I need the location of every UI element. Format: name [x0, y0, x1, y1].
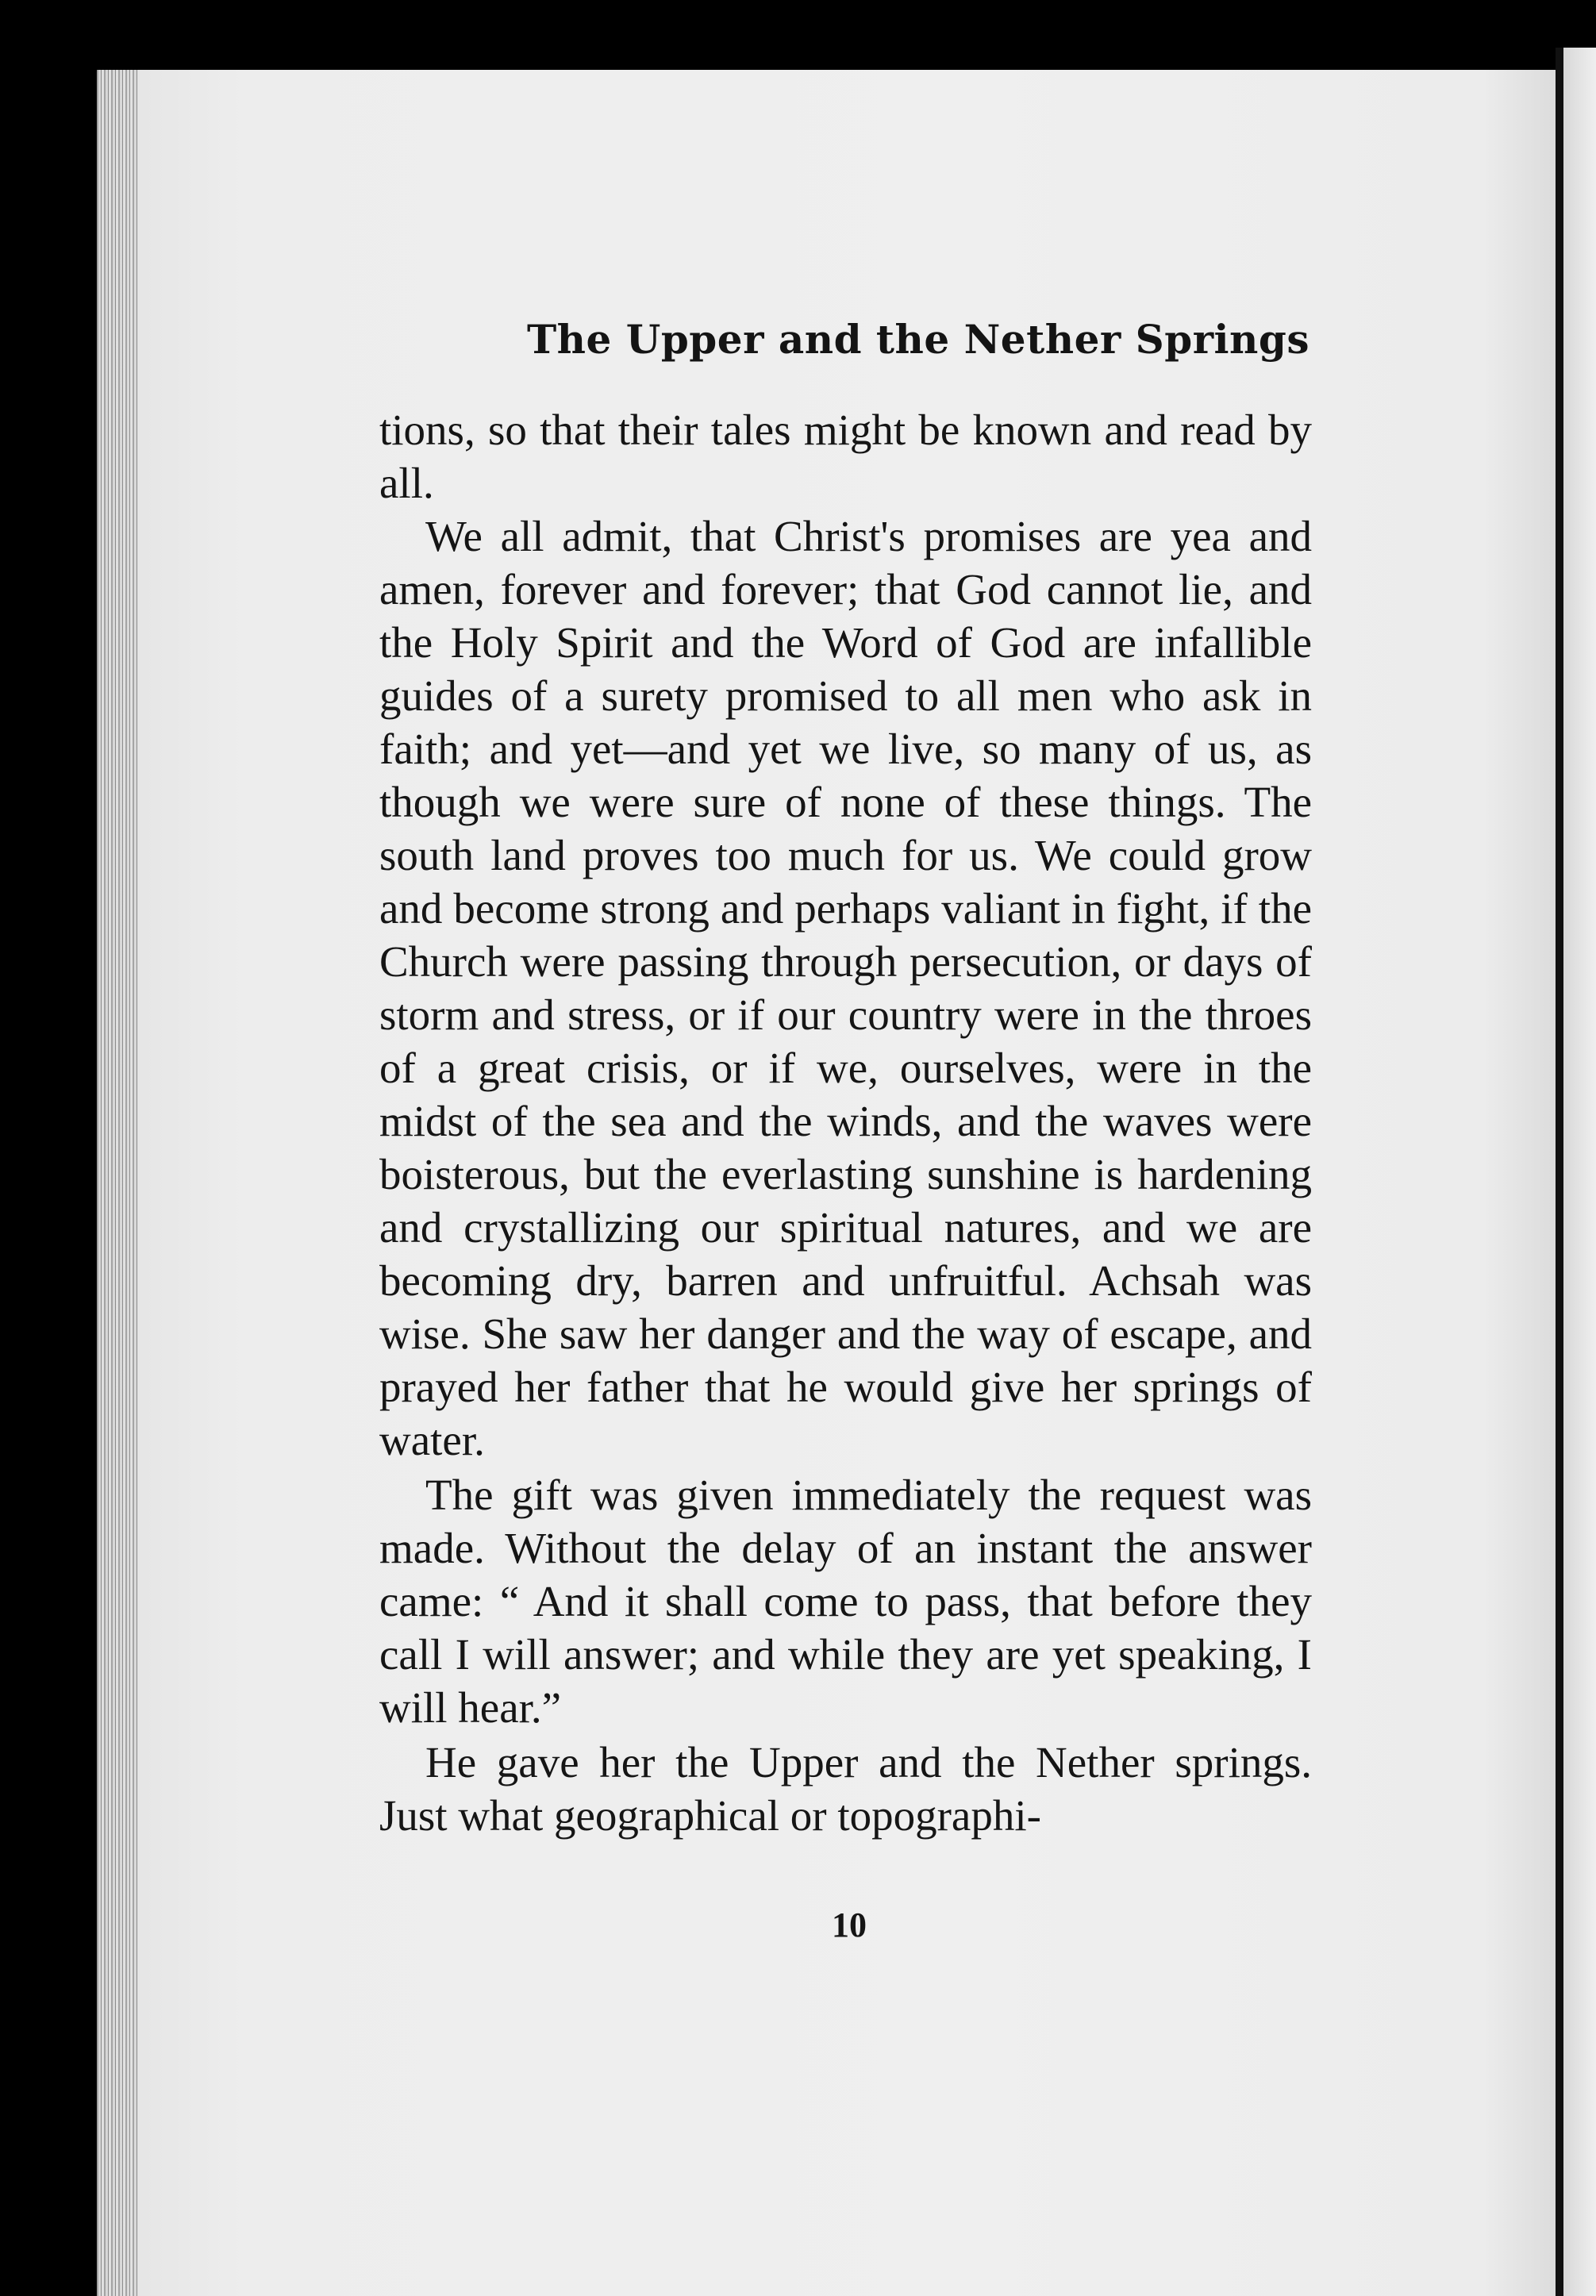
scan-left-border [0, 0, 95, 2296]
gutter-line [1556, 48, 1563, 2296]
paragraph-1: tions, so that their tales might be known and read by all. [379, 406, 1312, 507]
page-number: 10 [832, 1906, 867, 1944]
facing-page-edge [1563, 48, 1596, 2296]
running-head: The Upper and the Nether Springs [526, 316, 1309, 363]
body-text [379, 403, 1312, 1842]
paragraph-3: The gift was given immediately the request was made. Without the delay of an instant the answer came: “ And it shall come to pass, that before they call I will answer; and while they are yet speaking, I will hear.” [379, 1471, 1312, 1732]
paragraph-2: We all admit, that Christ's promises are yea and amen, forever and forever; that God cannot lie, and the Holy Spirit and the Word of God are infallible guides of a surety promised to all men who ask in faith; and yet—and yet we live, so many of us, as though we were sure of none of these things. The south land proves too much for us. We could grow and become strong and perhaps valiant in fight, if the Church were passing through persecution, or days of storm and stress, or if our country were in the throes of a great crisis, or if we, ourselves, were in the midst of the sea and the winds, and the waves were boisterous, but the everlasting sunshine is hardening and crystallizing our spiritual natures, and we are becoming dry, barren and unfruitful. Achsah was wise. She saw her danger and the way of escape, and prayed her father that he would give her springs of water. [379, 512, 1312, 1464]
page-stack-edges [97, 70, 138, 2296]
scan-top-border [0, 0, 1596, 71]
paragraph-4: He gave her the Upper and the Nether springs. Just what geographical or topographi- [379, 1738, 1312, 1840]
